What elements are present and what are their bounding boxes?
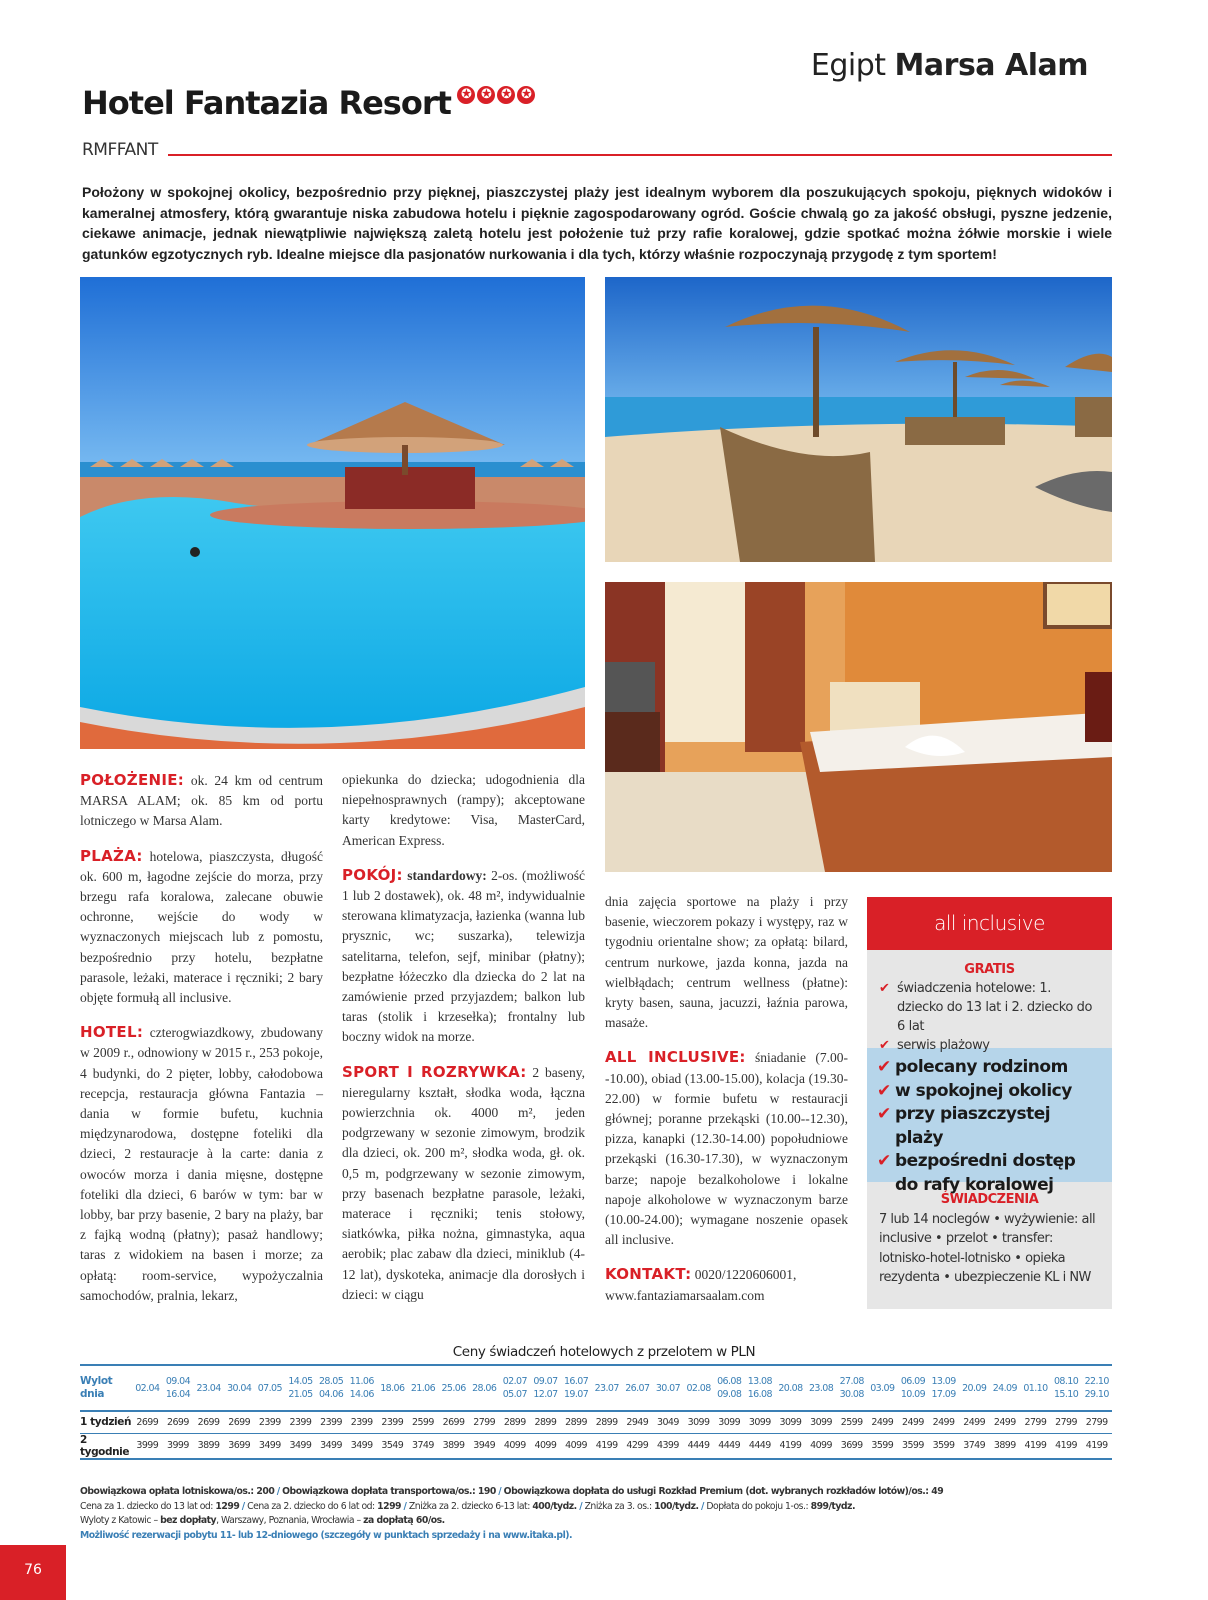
hotel-name: Hotel Fantazia Resort (82, 84, 451, 122)
room-photo (605, 582, 1112, 872)
price-cell: 2799 (469, 1411, 500, 1433)
section-title: ALL INCLUSIVE: (605, 1048, 746, 1067)
price-cell: 3099 (745, 1411, 776, 1433)
section-title: POKÓJ: (342, 865, 403, 884)
departure-date-cell: 13.08 16.08 (745, 1365, 776, 1411)
price-cell: 3999 (163, 1433, 194, 1459)
price-cell: 4099 (561, 1433, 592, 1459)
price-cell: 2499 (898, 1411, 929, 1433)
price-cell: 2699 (132, 1411, 163, 1433)
price-cell: 3499 (255, 1433, 286, 1459)
section-text: śniadanie (7.00--10.00), obiad (13.00-15.00), kolacja (19.30-22.00) w formie bufetu w restauracji głównej; poranne przekąski (10.00--12.30), pizza, kanapki (12.30-14.00) popołudniowe przekąski (16.30-17.30), w wyznaczonym barze; napoje bezalkoholowe i lokalne napoje alkoholowe w wyznaczonym barze (10.00-24.00); wymagane noszenie opasek all inclusive. (605, 1050, 848, 1248)
section-hotel-continued: opiekunka do dziecka; udogodnienia dla niepełnosprawnych (rampy); akceptowane karty kredytowe: Visa, MasterCard, American Express. (342, 772, 585, 848)
gratis-item: ✔ serwis plażowy (879, 1038, 990, 1053)
country-name: Egipt (810, 48, 886, 83)
price-cell: 2899 (500, 1411, 531, 1433)
price-cell: 2699 (224, 1411, 255, 1433)
room-type: standardowy: (407, 867, 487, 883)
price-cell: 2799 (1081, 1411, 1112, 1433)
section-contact (605, 1264, 848, 1305)
departure-date-cell: 20.09 (959, 1365, 990, 1411)
departure-date-cell: 23.08 (806, 1365, 837, 1411)
departure-date-cell: 22.10 29.10 (1081, 1365, 1112, 1411)
note-line: Cena za 1. dziecko do 13 lat od: 1299 / Cena za 2. dziecko do 6 lat od: 1299 / Zniżka za 2. dziecko 6-13 lat: 400/tydz. / Zniżka za 3. os.: 100/tydz. / Dopłata do pokoju 1-os.: 899/tydz. (80, 1500, 855, 1512)
price-cell: 2899 (591, 1411, 622, 1433)
price-cell: 3099 (775, 1411, 806, 1433)
departure-date-cell: 20.08 (775, 1365, 806, 1411)
price-cell: 3899 (438, 1433, 469, 1459)
highlight-item: ✔ bezpośredni dostęp do rafy koralowej (877, 1150, 1102, 1197)
section-room (342, 865, 585, 1048)
departure-date-cell: 23.07 (591, 1365, 622, 1411)
price-cell: 3499 (346, 1433, 377, 1459)
price-cell: 3749 (959, 1433, 990, 1459)
all-inclusive-box (867, 897, 1112, 1309)
text-column-1 (80, 770, 323, 1320)
page-number: 76 (0, 1545, 66, 1600)
departure-date-cell: 02.08 (683, 1365, 714, 1411)
departure-date-cell: 06.09 10.09 (898, 1365, 929, 1411)
departure-label: Wylot dnia (80, 1365, 132, 1411)
row-label: 2 tygodnie (80, 1433, 132, 1459)
departure-date-cell: 06.08 09.08 (714, 1365, 745, 1411)
price-cell: 2399 (316, 1411, 347, 1433)
text-column-3 (605, 892, 848, 1320)
pool-photo (80, 277, 585, 749)
check-icon: ✔ (879, 1038, 890, 1053)
services-title: ŚWIADCZENIA (940, 1192, 1039, 1207)
price-cell: 4099 (530, 1433, 561, 1459)
star-rating (457, 86, 535, 104)
departure-date-cell: 07.05 (255, 1365, 286, 1411)
services-panel (867, 1182, 1112, 1309)
section-all-inclusive (605, 1047, 848, 1250)
highlights-panel (867, 1048, 1112, 1195)
departure-date-cell: 03.09 (867, 1365, 898, 1411)
price-cell: 3549 (377, 1433, 408, 1459)
price-cell: 3749 (408, 1433, 439, 1459)
section-text: 2-os. (możliwość 1 lub 2 dostawek), ok. 48 m², indywidualnie sterowana klimatyzacja, łazienka (wanna lub prysznic, wc; suszarka), telewizja satelitarna, telefon, sejf, minibar (płatny); bezpłatne łóżeczko dla dziecka do 2 lat na zamówienie przed przyjazdem; balkon lub taras (stolik i krzesełka); frontalny lub boczny widok na morze. (342, 867, 586, 1045)
price-row-1-week (80, 1411, 1112, 1433)
section-title: SPORT I ROZRYWKA: (342, 1062, 527, 1081)
price-cell: 3499 (316, 1433, 347, 1459)
section-sport (342, 1062, 585, 1305)
star-icon: ✪ (457, 86, 475, 104)
departure-date-cell: 26.07 (622, 1365, 653, 1411)
price-cell: 2499 (928, 1411, 959, 1433)
section-title: KONTAKT: (605, 1265, 692, 1284)
price-cell: 4199 (775, 1433, 806, 1459)
departure-date-cell: 23.04 (193, 1365, 224, 1411)
check-icon: ✔ (877, 1151, 891, 1171)
departure-date-cell: 28.05 04.06 (316, 1365, 347, 1411)
beach-photo (605, 277, 1112, 562)
star-icon: ✪ (497, 86, 515, 104)
section-text: czterogwiazdkowy, zbudowany w 2009 r., odnowiony w 2015 r., 253 pokoje, 4 budynki, do 2 pięter, lobby, całodobowa recepcja, restauracja główna Fantazia – dania w formie bufetu, kuchnia międzynarodowa, dostępne foteliki dla dzieci, 2 restauracje à la carte: dania z owoców morza i dania mięsne, dostępne foteliki dla dzieci, 6 barów w tym: bar w lobby, bar przy basenie, 2 bary na plaży, bar z fajką wodną (płatny); pasaż handlowy; taras z widokiem na basen i morze; za opłatą: room-service, wypożyczalnia samochodów, pralnia, lekarz, (80, 1025, 324, 1303)
price-cell: 2399 (346, 1411, 377, 1433)
departure-date-cell: 16.07 19.07 (561, 1365, 592, 1411)
section-location (80, 770, 323, 832)
price-cell: 2599 (836, 1411, 867, 1433)
price-cell: 4099 (500, 1433, 531, 1459)
price-cell: 3049 (653, 1411, 684, 1433)
gratis-panel (867, 950, 1112, 1053)
check-icon: ✔ (877, 1057, 891, 1077)
departure-date-cell: 11.06 14.06 (346, 1365, 377, 1411)
departure-date-cell: 27.08 30.08 (836, 1365, 867, 1411)
price-cell: 2699 (163, 1411, 194, 1433)
star-icon: ✪ (477, 86, 495, 104)
note-line: Obowiązkowa opłata lotniskowa/os.: 200 / Obowiązkowa dopłata transportowa/os.: 190 / Obowiązkowa dopłata do usługi Rozkład Premium (dot. wybranych rozkładów lotów)/os.: 49 (80, 1486, 944, 1497)
price-row-2-weeks (80, 1433, 1112, 1459)
price-cell: 4399 (653, 1433, 684, 1459)
price-cell: 3499 (285, 1433, 316, 1459)
check-icon: ✔ (879, 981, 890, 996)
price-cell: 3699 (836, 1433, 867, 1459)
price-cell: 3599 (898, 1433, 929, 1459)
section-beach (80, 846, 323, 1009)
price-cell: 3899 (193, 1433, 224, 1459)
price-cell: 4299 (622, 1433, 653, 1459)
highlight-item: ✔ polecany rodzinom (877, 1056, 1102, 1080)
price-cell: 2499 (867, 1411, 898, 1433)
check-icon: ✔ (877, 1104, 891, 1124)
section-title: PLAŻA: (80, 846, 143, 865)
departure-date-cell: 25.06 (438, 1365, 469, 1411)
price-cell: 2899 (561, 1411, 592, 1433)
price-cell: 3599 (867, 1433, 898, 1459)
check-icon: ✔ (877, 1080, 891, 1101)
highlight-item: ✔ w spokojnej okolicy (877, 1080, 1102, 1104)
price-cell: 4099 (806, 1433, 837, 1459)
price-cell: 2599 (408, 1411, 439, 1433)
section-title: HOTEL: (80, 1023, 144, 1042)
price-cell: 4199 (1020, 1433, 1051, 1459)
hotel-code: RMFFANT (82, 140, 158, 160)
price-cell: 4449 (745, 1433, 776, 1459)
departure-date-cell: 13.09 17.09 (928, 1365, 959, 1411)
price-cell: 3949 (469, 1433, 500, 1459)
star-icon: ✪ (517, 86, 535, 104)
departure-date-cell: 18.06 (377, 1365, 408, 1411)
text-column-2 (342, 770, 585, 1319)
price-cell: 4199 (1081, 1433, 1112, 1459)
section-title: POŁOŻENIE: (80, 771, 185, 789)
departure-date-cell: 30.07 (653, 1365, 684, 1411)
price-cell: 4199 (1051, 1433, 1082, 1459)
all-inclusive-header: all inclusive (867, 897, 1112, 950)
destination-heading (811, 48, 1088, 83)
departure-date-cell: 21.06 (408, 1365, 439, 1411)
price-cell: 2949 (622, 1411, 653, 1433)
price-cell: 4449 (683, 1433, 714, 1459)
price-cell: 3099 (683, 1411, 714, 1433)
note-line: Wyloty z Katowic – bez dopłaty, Warszawy, Poznania, Wrocławia – za dopłatą 60/os. (80, 1515, 445, 1526)
price-cell: 2899 (530, 1411, 561, 1433)
price-cell: 4449 (714, 1433, 745, 1459)
price-cell: 3599 (928, 1433, 959, 1459)
section-hotel (80, 1022, 323, 1306)
price-cell: 3899 (990, 1433, 1021, 1459)
gratis-title: GRATIS (964, 962, 1015, 977)
price-cell: 2399 (255, 1411, 286, 1433)
price-table (80, 1364, 1112, 1460)
price-cell: 2799 (1020, 1411, 1051, 1433)
price-table-title: Ceny świadczeń hotelowych z przelotem w PLN (452, 1344, 756, 1360)
departure-date-cell: 02.04 (132, 1365, 163, 1411)
section-text: hotelowa, piaszczysta, długość ok. 600 m, łagodne zejście do morza, przy brzegu rafa koralowa, zalecane obuwie ochronne, wejście do wody w wyznaczonych miejscach lub z pomostu, bezpośrednio przy hotelu, bezpłatne parasole, leżaki, materace i ręczniki; 2 bary objęte formułą all inclusive. (80, 848, 324, 1006)
departure-date-cell: 01.10 (1020, 1365, 1051, 1411)
departure-date-cell: 08.10 15.10 (1051, 1365, 1082, 1411)
departure-date-cell: 30.04 (224, 1365, 255, 1411)
price-cell: 2799 (1051, 1411, 1082, 1433)
departure-date-cell: 24.09 (990, 1365, 1021, 1411)
departure-date-cell: 28.06 (469, 1365, 500, 1411)
departure-date-cell: 09.07 12.07 (530, 1365, 561, 1411)
intro-paragraph: Położony w spokojnej okolicy, bezpośrednio przy pięknej, piaszczystej plaży jest idealnym wyborem dla poszukujących spokoju, pięknych widoków i kameralnej atmosfery, którą gwarantuje niska zabudowa hotelu i pięknie zagospodarowany ogród. Goście chwalą go za jakość obsługi, pyszne jedzenie, ciekawe animacje, jednak niewątpliwie największą zaletą hotelu jest położenie tuż przy rafie koralowej, gdzie spotkać można żółwie morskie i wiele gatunków egzotycznych ryb. Idealne miejsce dla pasjonatów nurkowania i dla tych, którzy właśnie rozpoczynają przygodę z tym sportem! (82, 184, 1112, 262)
services-text: 7 lub 14 noclegów • wyżywienie: all inclusive • przelot • transfer: lotnisko-hotel-lotnisko • opieka rezydenta • ubezpieczenie KL i NW (879, 1211, 1096, 1285)
price-cell: 2499 (990, 1411, 1021, 1433)
price-cell: 2699 (438, 1411, 469, 1433)
note-line: Możliwość rezerwacji pobytu 11- lub 12-dniowego (szczegóły w punktach sprzedaży i na www.itaka.pl). (80, 1529, 573, 1541)
section-sport-continued: dnia zajęcia sportowe na plaży i przy basenie, wieczorem pokazy i występy, raz w tygodniu orientalne show; za opłatą: bilard, centrum nurkowe, jazda konna, jazda na wielbłądach; centrum wellness (płatne): kryty basen, sauna, jacuzzi, łaźnia parowa, masaże. (605, 894, 848, 1031)
price-cell: 2399 (285, 1411, 316, 1433)
price-cell: 2499 (959, 1411, 990, 1433)
contact-website[interactable]: www.fantaziamarsaalam.com (605, 1287, 765, 1303)
price-cell: 3099 (714, 1411, 745, 1433)
departure-date-cell: 14.05 21.05 (285, 1365, 316, 1411)
departure-date-cell: 09.04 16.04 (163, 1365, 194, 1411)
highlight-item: ✔ przy piaszczystej plaży (877, 1103, 1102, 1150)
price-cell: 2399 (377, 1411, 408, 1433)
section-text: ok. 24 km od centrum MARSA ALAM; ok. 85 km od portu lotniczego w Marsa Alam. (80, 773, 324, 829)
departure-date-cell: 02.07 05.07 (500, 1365, 531, 1411)
title-divider (168, 154, 1112, 156)
price-cell: 2699 (193, 1411, 224, 1433)
price-notes (80, 1485, 1112, 1543)
gratis-item: ✔ świadczenia hotelowe: 1. dziecko do 13 lat i 2. dziecko do 6 lat (879, 981, 1093, 1034)
contact-phone: 0020/1220606001, (694, 1267, 797, 1283)
section-text: 2 baseny, nieregularny kształt, słodka woda, łączna powierzchnia ok. 4000 m², jeden podgrzewany w sezonie zimowym, brodzik dla dzieci, ok. 200 m², słodka woda, gł. ok. 0,5 m, podgrzewany w sezonie zimowym, przy basenach bezpłatne parasole, leżaki, materace i ręczniki; tenis stołowy, siatkówka, piłka nożna, gimnastyka, aqua aerobik; plac zabaw dla dzieci, miniklub (4-12 lat), dyskoteka, animacje dla dorosłych i dzieci: w ciągu (342, 1064, 586, 1302)
hotel-title (82, 84, 535, 122)
region-name: Marsa Alam (894, 48, 1088, 83)
price-cell: 3099 (806, 1411, 837, 1433)
price-cell: 3999 (132, 1433, 163, 1459)
price-cell: 3699 (224, 1433, 255, 1459)
row-label: 1 tydzień (80, 1411, 132, 1433)
price-cell: 4199 (591, 1433, 622, 1459)
departure-dates-row (80, 1365, 1112, 1411)
